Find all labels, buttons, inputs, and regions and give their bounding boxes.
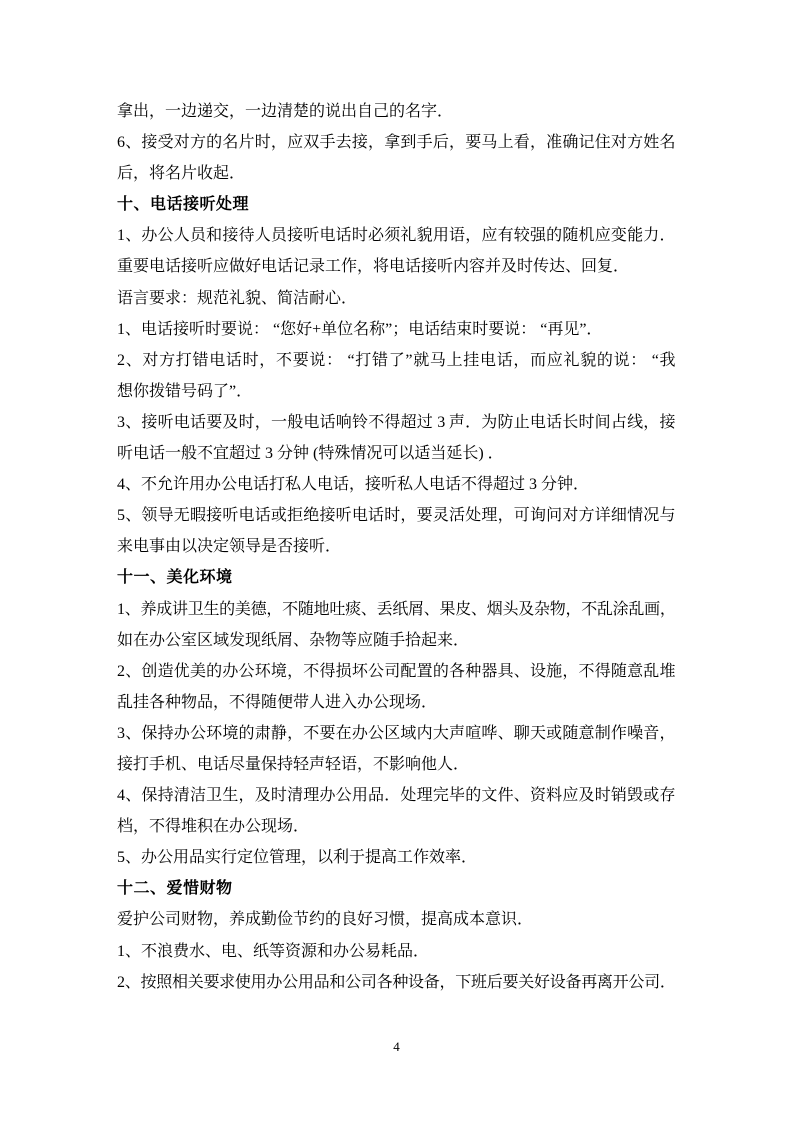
text-line: 如在办公室区域发现纸屑、杂物等应随手拾起来． — [117, 631, 470, 649]
section-heading: 十一、美化环境 — [117, 569, 233, 587]
text-line: 2、创造优美的办公环境，不得损坏公司配置的各种器具、设施，不得随意乱堆 — [117, 662, 675, 680]
text-line: 接打手机、电话尽量保持轻声轻语，不影响他人． — [117, 755, 470, 773]
section-heading: 十、电话接听处理 — [117, 196, 250, 214]
text-line: 6、接受对方的名片时，应双手去接，拿到手后，要马上看，准确记住对方姓名 — [117, 134, 675, 152]
text-line: 档，不得堆积在办公现场． — [117, 818, 310, 836]
text-line: 爱护公司财物，养成勤俭节约的良好习惯，提高成本意识． — [117, 911, 534, 929]
page-number: 4 — [393, 1039, 400, 1054]
text-line: 3、接听电话要及时，一般电话响铃不得超过 3 声．为防止电话长时间占线，接 — [117, 413, 675, 431]
text-line: 2、按照相关要求使用办公用品和公司各种设备，下班后要关好设备再离开公司． — [117, 973, 675, 991]
text-line: 2、对方打错电话时，不要说： “打错了”就马上挂电话，而应礼貌的说： “我 — [117, 351, 675, 369]
text-line: 重要电话接听应做好电话记录工作，将电话接听内容并及时传达、回复． — [117, 258, 630, 276]
text-line: 想你拨错号码了”． — [117, 382, 253, 400]
text-line: 4、保持清洁卫生，及时清理办公用品．处理完毕的文件、资料应及时销毁或存 — [117, 787, 675, 805]
text-line: 3、保持办公环境的肃静，不要在办公区域内大声喧哗、聊天或随意制作噪音， — [117, 724, 675, 742]
text-line: 5、领导无暇接听电话或拒绝接听电话时，要灵活处理，可询问对方详细情况与 — [117, 507, 675, 525]
text-line: 拿出，一边递交，一边清楚的说出自己的名字． — [117, 103, 454, 120]
text-line: 1、不浪费水、电、纸等资源和办公易耗品． — [117, 942, 430, 960]
text-line: 4、不允许用办公电话打私人电话，接听私人电话不得超过 3 分钟． — [117, 476, 590, 494]
document-body — [117, 96, 675, 998]
text-line: 1、办公人员和接待人员接听电话时必须礼貌用语，应有较强的随机应变能力． — [117, 227, 675, 245]
text-line: 5、办公用品实行定位管理，以利于提高工作效率． — [117, 849, 478, 867]
text-line: 语言要求：规范礼貌、简洁耐心． — [117, 289, 358, 307]
section-heading: 十二、爱惜财物 — [117, 880, 233, 898]
text-line: 乱挂各种物品，不得随便带人进入办公现场． — [117, 693, 438, 711]
text-line: 后，将名片收起． — [117, 165, 246, 183]
text-line: 听电话一般不宜超过 3 分钟 (特殊情况可以适当延长) ． — [117, 445, 504, 463]
text-line: 来电事由以决定领导是否接听． — [117, 538, 342, 556]
text-line: 1、电话接听时要说： “您好+单位名称”；电话结束时要说： “再见”． — [117, 320, 603, 338]
text-line: 1、养成讲卫生的美德，不随地吐痰、丢纸屑、果皮、烟头及杂物，不乱涂乱画， — [117, 600, 675, 618]
